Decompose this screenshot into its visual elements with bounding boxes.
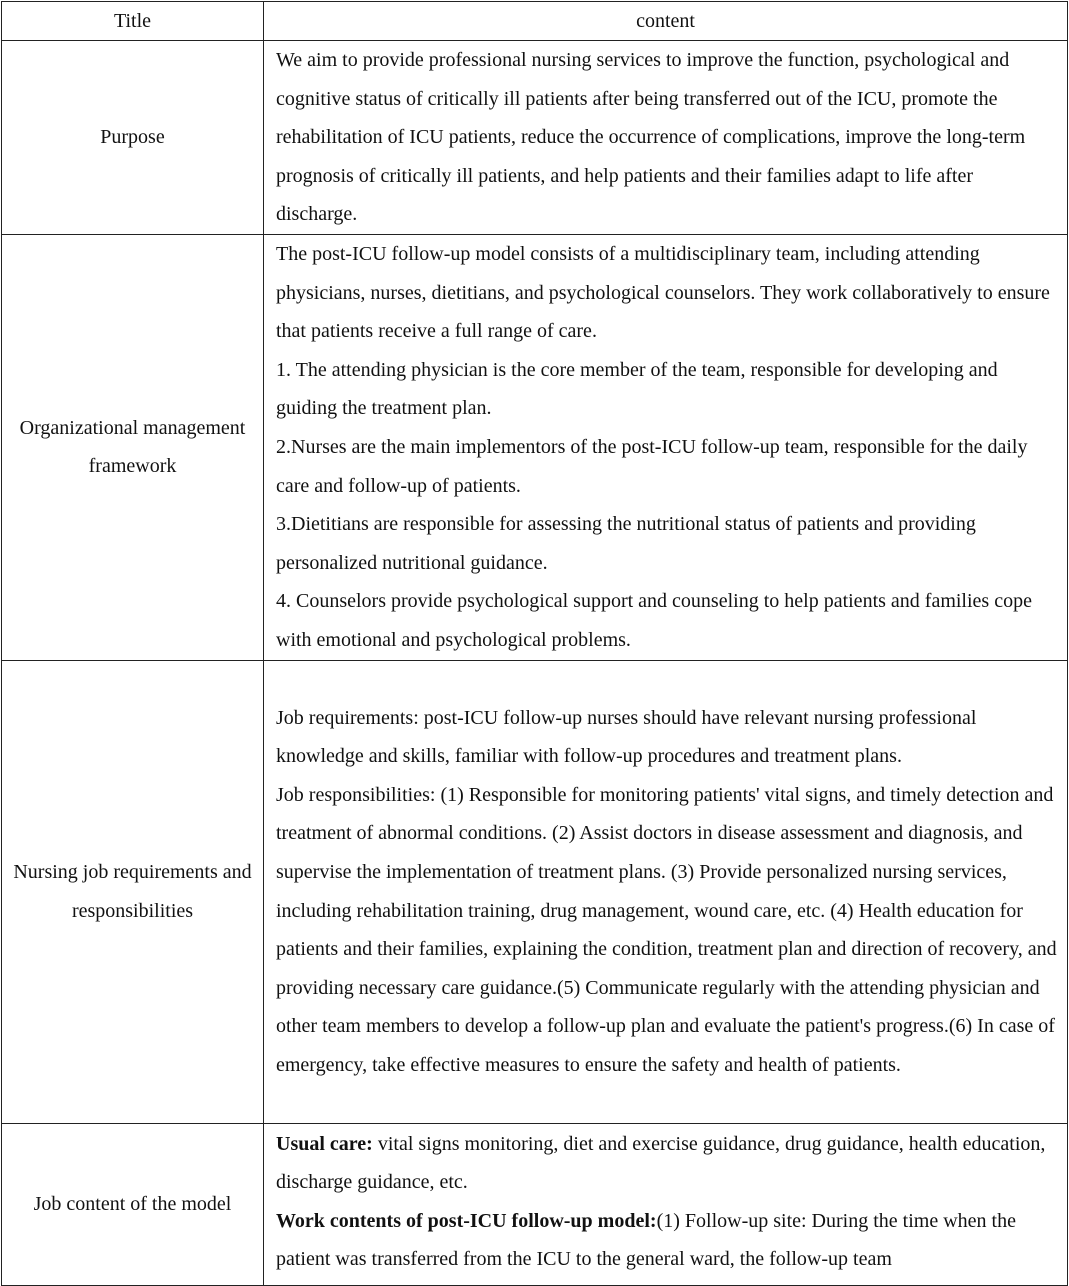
org-paragraph-3: 3.Dietitians are responsible for assessing the nutritional status of patients and providing personalized nutritional guidance. xyxy=(276,513,976,574)
nursing-responsibilities-paragraph: Job responsibilities: (1) Responsible for monitoring patients' vital signs, and timely detection and treatment of abnormal conditions. (2) Assist doctors in disease assessment and diagnosis, and supervise the implementation of treatment plans. (3) Provide personalized nursing services, including rehabilitation training, drug management, wound care, etc. (4) Health education for patients and their families, explaining the condition, treatment plan and direction of recovery, and providing necessary care guidance.(5) Communicate regularly with the attending physician and other team members to develop a follow-up plan and evaluate the patient's progress.(6) In case of emergency, take effective measures to ensure the safety and health of patients. xyxy=(276,783,1057,1076)
table-row xyxy=(2,41,1068,235)
row-title-nursing: Nursing job requirements and responsibilities xyxy=(2,660,264,1123)
row-content-job-content xyxy=(264,1123,1068,1285)
nursing-requirements-paragraph: Job requirements: post-ICU follow-up nurses should have relevant nursing professional knowledge and skills, familiar with follow-up procedures and treatment plans. xyxy=(276,706,977,768)
row-title-purpose: Purpose xyxy=(2,41,264,235)
row-content-organizational xyxy=(264,234,1068,660)
org-paragraph-1: 1. The attending physician is the core member of the team, responsible for developing and guiding the treatment plan. xyxy=(276,358,998,420)
table-row xyxy=(2,234,1068,660)
org-paragraph-4: 4. Counselors provide psychological support and counseling to help patients and families cope with emotional and psychological problems. xyxy=(276,590,1032,651)
work-contents-label: Work contents of post-ICU follow-up model: xyxy=(276,1209,657,1232)
row-content-purpose xyxy=(264,41,1068,235)
work-contents-paragraph xyxy=(276,1202,1059,1279)
row-content-nursing xyxy=(264,660,1068,1123)
table-row xyxy=(2,1123,1068,1285)
header-title-cell: Title xyxy=(2,2,264,41)
row-title-job-content: Job content of the model xyxy=(2,1123,264,1285)
org-paragraph-intro: The post-ICU follow-up model consists of a multidisciplinary team, including attending physicians, nurses, dietitians, and psychological counselors. They work collaboratively to ensure that patients receive a full range of care. xyxy=(276,242,1050,343)
post-icu-model-table xyxy=(1,1,1068,1286)
work-contents-text: (1) Follow-up site: During the time when the patient was transferred from the ICU to the general ward, the follow-up team xyxy=(276,1209,1016,1271)
usual-care-label: Usual care: xyxy=(276,1132,373,1155)
row-title-organizational: Organizational management framework xyxy=(2,234,264,660)
usual-care-text: vital signs monitoring, diet and exercise guidance, drug guidance, health education, discharge guidance, etc. xyxy=(276,1132,1046,1194)
header-content-cell: content xyxy=(264,2,1068,41)
usual-care-paragraph xyxy=(276,1125,1059,1202)
table-header-row xyxy=(2,2,1068,41)
purpose-paragraph: We aim to provide professional nursing services to improve the function, psychological and cognitive status of critically ill patients after being transferred out of the ICU, promote the rehabilitation of ICU patients, reduce the occurrence of complications, improve the long-term prognosis of critically ill patients, and help patients and their families adapt to life after discharge. xyxy=(276,49,1026,226)
table-row xyxy=(2,660,1068,1123)
org-paragraph-2: 2.Nurses are the main implementors of the post-ICU follow-up team, responsible for the daily care and follow-up of patients. xyxy=(276,435,1028,497)
